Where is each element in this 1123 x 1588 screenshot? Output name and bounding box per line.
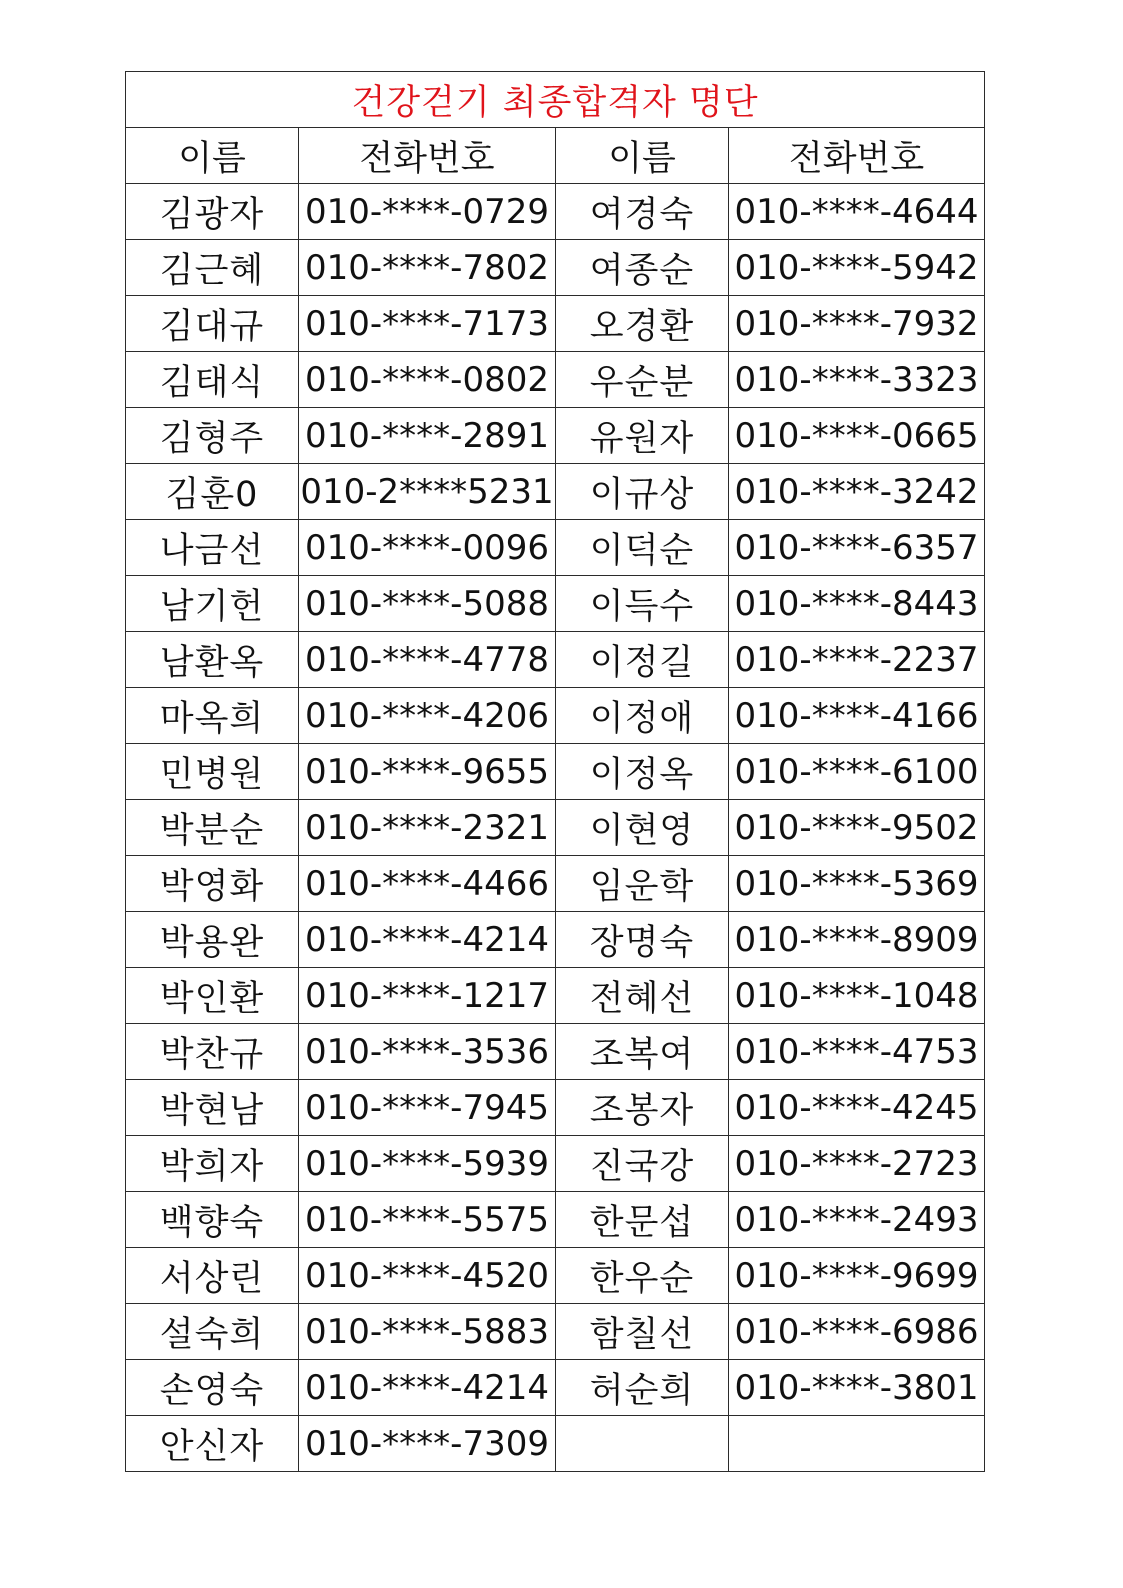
left-phone-cell: 010-****-3536 [299,1024,556,1080]
right-phone-cell [729,1416,985,1472]
left-name-cell: 박찬규 [126,1024,299,1080]
right-phone-cell: 010-****-3323 [729,352,985,408]
left-name-cell: 김광자 [126,184,299,240]
left-name-cell: 김태식 [126,352,299,408]
right-phone-cell: 010-****-4644 [729,184,985,240]
left-phone-cell: 010-****-0729 [299,184,556,240]
left-phone-cell: 010-2****5231 [299,464,556,520]
left-name-cell: 박용완 [126,912,299,968]
right-phone-cell: 010-****-4245 [729,1080,985,1136]
left-name-cell: 안신자 [126,1416,299,1472]
table-row [126,1192,985,1248]
right-name-cell: 이정길 [556,632,729,688]
left-phone-cell: 010-****-7945 [299,1080,556,1136]
right-phone-cell: 010-****-2237 [729,632,985,688]
right-phone-cell: 010-****-7932 [729,296,985,352]
right-name-cell: 이규상 [556,464,729,520]
left-phone-cell: 010-****-2321 [299,800,556,856]
table-row [126,184,985,240]
left-name-cell: 박현남 [126,1080,299,1136]
header-phone-left: 전화번호 [299,128,556,184]
table-row [126,1304,985,1360]
table-row [126,1080,985,1136]
left-name-cell: 백향숙 [126,1192,299,1248]
right-phone-cell: 010-****-6357 [729,520,985,576]
right-name-cell: 전혜선 [556,968,729,1024]
left-name-cell: 남환옥 [126,632,299,688]
table-row [126,408,985,464]
right-name-cell: 조복여 [556,1024,729,1080]
table-body [126,184,985,1472]
right-phone-cell: 010-****-3801 [729,1360,985,1416]
left-phone-cell: 010-****-7309 [299,1416,556,1472]
right-name-cell: 유원자 [556,408,729,464]
left-name-cell: 김형주 [126,408,299,464]
left-phone-cell: 010-****-5883 [299,1304,556,1360]
header-row [126,128,985,184]
right-name-cell: 우순분 [556,352,729,408]
left-phone-cell: 010-****-1217 [299,968,556,1024]
right-phone-cell: 010-****-5369 [729,856,985,912]
left-phone-cell: 010-****-0802 [299,352,556,408]
table-row [126,576,985,632]
table-row [126,968,985,1024]
right-phone-cell: 010-****-2493 [729,1192,985,1248]
table-row [126,1360,985,1416]
right-name-cell: 오경환 [556,296,729,352]
right-name-cell: 여경숙 [556,184,729,240]
participant-table [125,71,985,1472]
left-name-cell: 박분순 [126,800,299,856]
right-name-cell: 조봉자 [556,1080,729,1136]
left-phone-cell: 010-****-7173 [299,296,556,352]
right-name-cell: 임운학 [556,856,729,912]
left-name-cell: 나금선 [126,520,299,576]
table-row [126,1136,985,1192]
left-name-cell: 박희자 [126,1136,299,1192]
left-phone-cell: 010-****-5575 [299,1192,556,1248]
right-phone-cell: 010-****-4753 [729,1024,985,1080]
right-name-cell: 여종순 [556,240,729,296]
header-name-left: 이름 [126,128,299,184]
table-row [126,856,985,912]
right-phone-cell: 010-****-1048 [729,968,985,1024]
table-row [126,632,985,688]
table-row [126,1024,985,1080]
left-name-cell: 설숙희 [126,1304,299,1360]
table-row [126,744,985,800]
table-row [126,1416,985,1472]
right-phone-cell: 010-****-9699 [729,1248,985,1304]
left-name-cell: 김훈0 [126,464,299,520]
right-phone-cell: 010-****-5942 [729,240,985,296]
header-phone-right: 전화번호 [729,128,985,184]
left-phone-cell: 010-****-4206 [299,688,556,744]
title-row [126,72,985,128]
left-name-cell: 남기헌 [126,576,299,632]
left-name-cell: 박인환 [126,968,299,1024]
left-name-cell: 서상린 [126,1248,299,1304]
right-name-cell: 한우순 [556,1248,729,1304]
right-name-cell: 이득수 [556,576,729,632]
right-name-cell [556,1416,729,1472]
right-phone-cell: 010-****-6986 [729,1304,985,1360]
right-name-cell: 장명숙 [556,912,729,968]
right-name-cell: 한문섭 [556,1192,729,1248]
left-phone-cell: 010-****-5088 [299,576,556,632]
left-name-cell: 민병원 [126,744,299,800]
left-phone-cell: 010-****-4778 [299,632,556,688]
right-name-cell: 이정애 [556,688,729,744]
right-phone-cell: 010-****-0665 [729,408,985,464]
left-phone-cell: 010-****-0096 [299,520,556,576]
left-phone-cell: 010-****-5939 [299,1136,556,1192]
right-phone-cell: 010-****-8909 [729,912,985,968]
left-phone-cell: 010-****-4214 [299,1360,556,1416]
right-name-cell: 이덕순 [556,520,729,576]
table-row [126,240,985,296]
right-name-cell: 함칠선 [556,1304,729,1360]
left-phone-cell: 010-****-9655 [299,744,556,800]
table-row [126,464,985,520]
right-phone-cell: 010-****-9502 [729,800,985,856]
right-phone-cell: 010-****-3242 [729,464,985,520]
table-row [126,296,985,352]
table-row [126,912,985,968]
right-name-cell: 진국강 [556,1136,729,1192]
table-row [126,1248,985,1304]
left-name-cell: 손영숙 [126,1360,299,1416]
table-row [126,800,985,856]
left-phone-cell: 010-****-4466 [299,856,556,912]
left-phone-cell: 010-****-7802 [299,240,556,296]
table-row [126,520,985,576]
header-name-right: 이름 [556,128,729,184]
left-phone-cell: 010-****-4520 [299,1248,556,1304]
table-row [126,688,985,744]
right-name-cell: 허순희 [556,1360,729,1416]
right-phone-cell: 010-****-2723 [729,1136,985,1192]
left-phone-cell: 010-****-2891 [299,408,556,464]
left-name-cell: 김근혜 [126,240,299,296]
right-name-cell: 이현영 [556,800,729,856]
right-phone-cell: 010-****-8443 [729,576,985,632]
right-name-cell: 이정옥 [556,744,729,800]
right-phone-cell: 010-****-4166 [729,688,985,744]
left-name-cell: 마옥희 [126,688,299,744]
left-phone-cell: 010-****-4214 [299,912,556,968]
table-row [126,352,985,408]
left-name-cell: 김대규 [126,296,299,352]
right-phone-cell: 010-****-6100 [729,744,985,800]
table-title: 건강걷기 최종합격자 명단 [126,72,985,128]
left-name-cell: 박영화 [126,856,299,912]
